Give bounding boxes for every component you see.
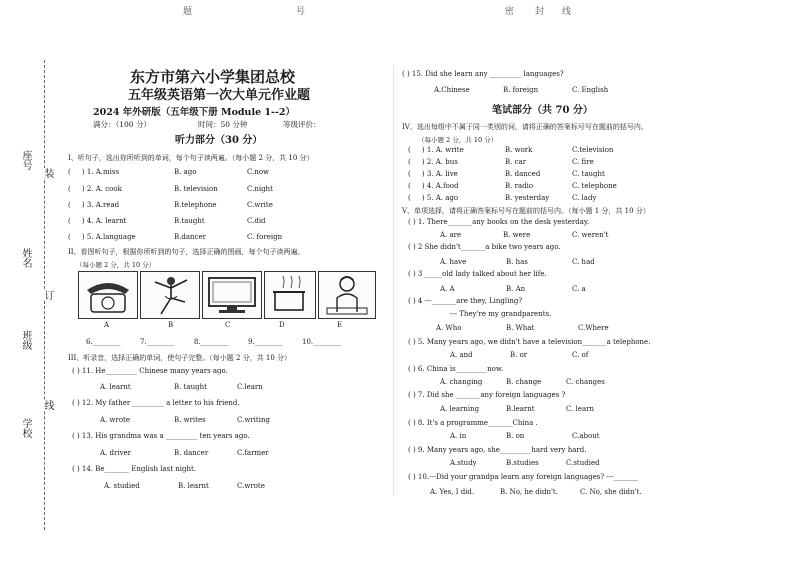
part3-instruction: III、听录音，选择正确的单词，使句子完整。（每小题 2 分，共 10 分） (68, 354, 292, 362)
option-c: C. taught (572, 170, 605, 178)
option-c: C.night (247, 185, 273, 193)
exam-title: 五年级英语第一次大单元作业题 (128, 88, 311, 103)
answer-blank-10[interactable]: 10.________ (302, 338, 342, 346)
picture-d (264, 271, 316, 319)
part1-item-5: ( ) 5. A.language (68, 233, 136, 241)
picture-a (78, 271, 138, 319)
option-b: B. ago (174, 168, 197, 176)
p5-q9-c: C.studied (566, 459, 600, 467)
listening-title: 听力部分（30 分） (175, 135, 263, 146)
p5-q10-a: A. Yes, I did. (430, 488, 475, 496)
p5-q4-extra: --- They're my grandparents. (450, 310, 552, 318)
option-a: 2. A. bus (426, 158, 458, 166)
option-a: 2. A. cook (86, 185, 122, 193)
p5-q4-b: B. What (506, 324, 535, 332)
q11-question: ( ) 11. He_________ Chinese many years ago. (72, 367, 228, 375)
p5-q3-a: A. A (440, 285, 455, 293)
picture-label-a: A (104, 321, 110, 329)
part1-item-3: ( ) 3. A.read (68, 201, 120, 209)
option-c: C.write (247, 201, 273, 209)
picture-label-c: C (225, 321, 231, 329)
picture-c (202, 271, 262, 319)
writing-icon (319, 272, 375, 318)
option-b: B. yesterday (505, 194, 550, 202)
option-a: 1. A.miss (86, 168, 120, 176)
score-full: 满分：（100 分） (93, 120, 151, 129)
q11-option-b: B. taught (174, 383, 207, 391)
top-mark-1: 题 (183, 7, 193, 17)
picture-label-b: B (168, 321, 174, 329)
p5-q2-a: A. have (440, 258, 467, 266)
option-c: C. foreign (247, 233, 283, 241)
p5-q6-a: A. changing (440, 378, 483, 386)
margin-class-label: 班级 (20, 330, 31, 350)
exam-time: 时间：50 分钟 (198, 120, 248, 129)
p5-q2-b: B. has (506, 258, 528, 266)
p5-q1-b: B. were (503, 231, 531, 239)
p5-q2-c: C. had (572, 258, 595, 266)
part4-item-4: ( ) 4. A.food (408, 182, 459, 190)
p5-q6: ( ) 6. China is_________now. (408, 365, 504, 373)
q11-option-a: A. learnt (100, 383, 131, 391)
dancer-icon (141, 272, 199, 318)
television-icon (203, 272, 261, 318)
q13-option-a: A. driver (100, 449, 132, 457)
answer-blank-9[interactable]: 9.________ (248, 338, 283, 346)
part1-item-1: ( ) 1. A.miss (68, 168, 120, 176)
p5-q8-a: A. in (450, 432, 467, 440)
p5-q8: ( ) 8. It's a programme_______China . (408, 419, 538, 427)
top-mark-2: 号 (296, 7, 306, 17)
option-a: 5. A.language (86, 233, 136, 241)
answer-blank-8[interactable]: 8.________ (194, 338, 229, 346)
picture-b (140, 271, 200, 319)
option-c: C. telephone (572, 182, 617, 190)
p5-q9: ( ) 9. Many years ago, she_________hard very hard. (408, 446, 587, 454)
p5-q4-a: A. Who (436, 324, 462, 332)
q14-option-c: C.wrote (237, 482, 265, 490)
part4-score: （每小题 2 分，共 10 分） (418, 136, 498, 144)
q14-option-a: A. studied (104, 482, 140, 490)
option-c: C. lady (572, 194, 597, 202)
p5-q1-c: C. weren't (572, 231, 609, 239)
p5-q4-c: C.Where (578, 324, 609, 332)
option-b: B. danced (505, 170, 541, 178)
p5-q9-b: B.studies (506, 459, 539, 467)
p5-q5-c: C. of (572, 351, 589, 359)
picture-label-d: D (279, 321, 285, 329)
p5-q8-c: C.about (572, 432, 600, 440)
part4-item-5: ( ) 5. A. ago (408, 194, 459, 202)
p5-q6-b: B. change (506, 378, 542, 386)
part4-item-2: ( ) 2. A. bus (408, 158, 458, 166)
p5-q3-b: B. An (506, 285, 526, 293)
edition-line: 2024 年外研版（五年级下册 Module 1--2） (93, 107, 296, 118)
option-a: 4. A. learnt (86, 217, 127, 225)
q12-option-b: B. writes (174, 416, 206, 424)
p5-q4: ( ) 4 ---_______are they, Lingling? (408, 297, 523, 305)
option-b: B.telephone (174, 201, 217, 209)
grade-eval: 等级评价： (283, 120, 321, 129)
seal-char-2: 订 (42, 290, 53, 300)
column-divider (393, 65, 394, 495)
q15-option-a: A.Chinese (434, 86, 470, 94)
part5-instruction: V、单项选择，请将正确答案标号写在题前的括号内。（每小题 1 分，共 10 分） (402, 207, 650, 215)
top-mark-4: 封 (535, 7, 545, 17)
part2-score: （每小题 2 分，共 10 分） (76, 261, 156, 269)
q15-option-c: C. English (572, 86, 609, 94)
q15-question: ( ) 15. Did she learn any _________ languages? (402, 70, 564, 78)
top-mark-3: 密 (505, 7, 515, 17)
option-b: B. car (505, 158, 527, 166)
q12-question: ( ) 12. My father _________ a letter to his friend. (72, 399, 240, 407)
picture-e (318, 271, 376, 319)
p5-q1: ( ) 1. There_______any books on the desk yesterday. (408, 218, 590, 226)
answer-blank-7[interactable]: 7.________ (140, 338, 175, 346)
p5-q7-c: C. learn (566, 405, 594, 413)
answer-blank-6[interactable]: 6.________ (86, 338, 121, 346)
option-a: 1. A. write (426, 146, 464, 154)
p5-q6-c: C. changes (566, 378, 605, 386)
part4-instruction: IV、选出每组中不属于同一类别的词，请将正确的答案标号写在题前的括号内。 (402, 123, 648, 131)
seal-char-3: 线 (42, 400, 53, 410)
p5-q3-c: C. a (572, 285, 586, 293)
option-b: B.taught (174, 217, 205, 225)
q13-option-b: B. dancer (174, 449, 209, 457)
option-b: B.dancer (174, 233, 206, 241)
q14-option-b: B. learnt (178, 482, 209, 490)
school-title: 东方市第六小学集团总校 (130, 68, 296, 86)
p5-q10-b: B. No, he didn't. (500, 488, 558, 496)
q13-option-c: C.farmer (237, 449, 269, 457)
p5-q5: ( ) 5. Many years ago, we didn't have a television_______a telephone. (408, 338, 651, 346)
p5-q9-a: A.study (450, 459, 477, 467)
p5-q5-b: B. or (510, 351, 528, 359)
part4-item-1: ( ) 1. A. write (408, 146, 464, 154)
p5-q3: ( ) 3 _____old lady talked about her life. (408, 270, 547, 278)
option-c: C.television (572, 146, 614, 154)
option-b: B. radio (505, 182, 534, 190)
part4-item-3: ( ) 3. A. live (408, 170, 458, 178)
margin-name-label: 姓名 (20, 248, 31, 268)
q12-option-a: A. wrote (100, 416, 131, 424)
p5-q7-b: B.learnt (506, 405, 535, 413)
p5-q7-a: A. learning (440, 405, 480, 413)
p5-q5-a: A. and (450, 351, 473, 359)
option-a: 3. A.read (86, 201, 120, 209)
q15-option-b: B. foreign (503, 86, 539, 94)
q11-option-c: C.learn (237, 383, 263, 391)
cooking-icon (265, 272, 315, 318)
part1-item-4: ( ) 4. A. learnt (68, 217, 127, 225)
written-title: 笔试部分（共 70 分） (492, 105, 593, 116)
p5-q2: ( ) 2 She didn't_______a bike two years ago. (408, 243, 561, 251)
option-c: C.now (247, 168, 270, 176)
margin-school-label: 学校 (20, 418, 31, 438)
option-a: 5. A. ago (426, 194, 459, 202)
p5-q10-c: C. No, she didn't. (580, 488, 642, 496)
p5-q10: ( ) 10.---Did your grandpa learn any foreign languages? ---_______ (408, 473, 638, 481)
option-c: C.did (247, 217, 266, 225)
p5-q7: ( ) 7. Did she _______any foreign languages ? (408, 391, 566, 399)
margin-seat-label: 座号 (20, 150, 31, 170)
part1-instruction: I、听句子，选出你所听到的单词，每个句子读两遍。（每小题 2 分，共 10 分） (68, 154, 314, 162)
picture-label-e: E (337, 321, 343, 329)
top-mark-5: 线 (562, 7, 572, 17)
part2-instruction: II、看图听句子，根据你所听到的句子，选择正确的图画，每个句子读两遍。 (68, 248, 305, 256)
p5-q8-b: B. on (506, 432, 525, 440)
seal-char-1: 装 (42, 168, 53, 178)
option-a: 3. A. live (426, 170, 458, 178)
q14-question: ( ) 14. Be_______ English last night. (72, 465, 197, 473)
q13-question: ( ) 13. His grandma was a _________ ten years ago. (72, 432, 250, 440)
q12-option-c: C.writing (237, 416, 270, 424)
option-c: C. fire (572, 158, 594, 166)
telephone-icon (79, 272, 137, 318)
option-b: B. television (174, 185, 218, 193)
option-b: B. work (505, 146, 533, 154)
p5-q1-a: A. are (440, 231, 462, 239)
part1-item-2: ( ) 2. A. cook (68, 185, 122, 193)
option-a: 4. A.food (426, 182, 459, 190)
